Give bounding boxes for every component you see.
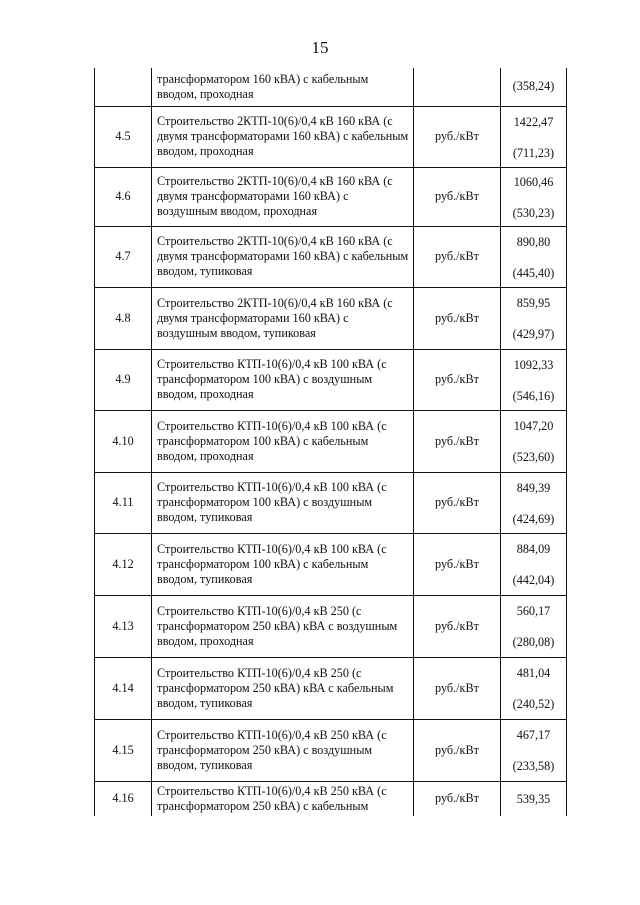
rate-value: 849,39 [516,480,551,495]
row-description: Строительство КТП-10(6)/0,4 кВ 100 кВА (с трансформатором 100 кВА) с кабельным вводом, тупиковая [152,533,414,595]
rate-value-reduced: (711,23) [512,145,555,160]
row-value-cell [501,410,567,472]
row-unit: руб./кВт [414,472,501,533]
row-number: 4.16 [95,781,152,816]
row-description: трансформатором 160 кВА) с кабельным вводом, проходная [152,68,414,106]
table-row [95,349,567,410]
row-value-cell [501,226,567,287]
row-number: 4.6 [95,167,152,226]
row-description: Строительство КТП-10(6)/0,4 кВ 100 кВА (с трансформатором 100 кВА) с кабельным вводом, проходная [152,410,414,472]
row-description: Строительство КТП-10(6)/0,4 кВ 250 (с трансформатором 250 кВА) кВА с воздушным вводом, проходная [152,595,414,657]
row-value-cell [501,533,567,595]
row-description: Строительство КТП-10(6)/0,4 кВ 250 кВА (с трансформатором 250 кВА) с воздушным вводом, тупиковая [152,719,414,781]
row-description: Строительство 2КТП-10(6)/0,4 кВ 160 кВА (с двумя трансформаторами 160 кВА) с кабельным вводом, тупиковая [152,226,414,287]
row-value-cell [501,472,567,533]
tariff-table-body [95,68,567,816]
rate-value: 884,09 [516,542,551,556]
row-number: 4.15 [95,719,152,781]
table-row [95,410,567,472]
row-unit: руб./кВт [414,719,501,781]
row-number: 4.13 [95,595,152,657]
rate-value: 560,17 [516,604,551,618]
row-unit: руб./кВт [414,106,501,167]
row-unit: руб./кВт [414,287,501,349]
table-row [95,287,567,349]
row-unit: руб./кВт [414,410,501,472]
row-number: 4.12 [95,533,152,595]
rate-value: 1047,20 [513,419,554,433]
rate-value-reduced: (546,16) [512,388,555,403]
row-value-cell [501,68,567,106]
row-unit: руб./кВт [414,349,501,410]
table-row [95,595,567,657]
row-description: Строительство 2КТП-10(6)/0,4 кВ 160 кВА (с двумя трансформаторами 160 кВА) с воздушным вводом, проходная [152,167,414,226]
row-description: Строительство 2КТП-10(6)/0,4 кВ 160 кВА (с двумя трансформаторами 160 кВА) с кабельным вводом, проходная [152,106,414,167]
row-unit: руб./кВт [414,781,501,816]
row-value-cell [501,287,567,349]
table-row [95,781,567,816]
row-value-cell [501,349,567,410]
row-unit [414,68,501,106]
row-unit: руб./кВт [414,167,501,226]
row-description: Строительство КТП-10(6)/0,4 кВ 100 кВА (с трансформатором 100 кВА) с воздушным вводом, тупиковая [152,472,414,533]
row-number: 4.8 [95,287,152,349]
row-value-cell [501,167,567,226]
table-row [95,657,567,719]
table-row [95,106,567,167]
rate-value: 481,04 [516,666,551,680]
rate-value-reduced: (429,97) [512,327,555,341]
rate-value: 859,95 [516,296,551,310]
page-number: 15 [311,38,329,57]
table-row [95,167,567,226]
row-unit: руб./кВт [414,657,501,719]
row-value-cell [501,595,567,657]
row-value-cell [501,781,567,816]
rate-value-reduced: (358,24) [512,79,555,94]
rate-value: 539,35 [516,792,551,806]
row-value-cell [501,106,567,167]
rate-value: 1060,46 [513,174,554,189]
table-row [95,533,567,595]
rate-value-reduced: (442,04) [512,573,555,587]
row-number: 4.11 [95,472,152,533]
rate-value-reduced: (530,23) [512,205,555,220]
rate-value: 1092,33 [513,357,554,372]
rate-value-reduced: (240,52) [512,697,555,711]
rate-value-reduced: (445,40) [512,265,555,280]
row-description: Строительство КТП-10(6)/0,4 кВ 250 кВА (с трансформатором 250 кВА) с кабельным [152,781,414,816]
row-unit: руб./кВт [414,595,501,657]
table-row [95,719,567,781]
row-number: 4.5 [95,106,152,167]
rate-value: 467,17 [516,728,551,742]
row-value-cell [501,719,567,781]
table-row [95,226,567,287]
rate-value-reduced: (280,08) [512,635,555,649]
rate-value: 1422,47 [513,114,554,129]
row-number: 4.7 [95,226,152,287]
row-unit: руб./кВт [414,533,501,595]
rate-value-reduced: (523,60) [512,450,555,464]
row-number: 4.14 [95,657,152,719]
rate-value-reduced: (233,58) [512,759,555,773]
row-number [95,68,152,106]
row-unit: руб./кВт [414,226,501,287]
row-number: 4.10 [95,410,152,472]
row-description: Строительство КТП-10(6)/0,4 кВ 100 кВА (с трансформатором 100 кВА) с воздушным вводом, проходная [152,349,414,410]
row-value-cell [501,657,567,719]
table-row [95,68,567,106]
row-number: 4.9 [95,349,152,410]
tariff-table [94,68,567,816]
row-description: Строительство КТП-10(6)/0,4 кВ 250 (с трансформатором 250 кВА) кВА с кабельным вводом, тупиковая [152,657,414,719]
row-description: Строительство 2КТП-10(6)/0,4 кВ 160 кВА (с двумя трансформаторами 160 кВА) с воздушным вводом, тупиковая [152,287,414,349]
rate-value: 890,80 [516,234,551,249]
table-row [95,472,567,533]
rate-value-reduced: (424,69) [512,511,555,526]
